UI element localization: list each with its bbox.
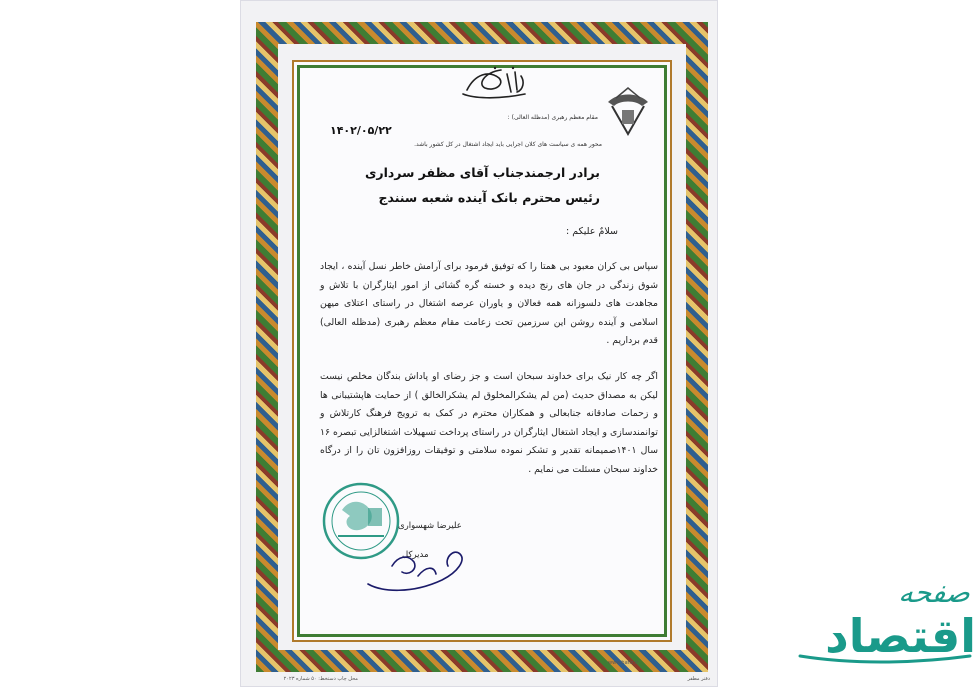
leader-motto-label: مقام معظم رهبری (مدظله العالی) : <box>507 114 598 121</box>
recipient-line-1: برادر ارجمندجناب آقای مظفر سرداری <box>364 165 600 180</box>
calligraphy-seal-icon <box>455 64 535 102</box>
organization-emblem-icon <box>602 84 654 142</box>
leader-motto-quote: محور همه ی سیاست های کلان اجرایی باید ایجاد اشتغال در کل کشور باشد. <box>414 141 602 148</box>
svg-text:اقتصاد: اقتصاد <box>825 609 976 663</box>
svg-text:صفحه: صفحه <box>896 576 974 609</box>
footer-office: دفتر مطفر <box>687 676 710 682</box>
signer-name: علیرضا شهسواری <box>398 521 462 531</box>
footer-print-note: محل چاپ دستخط: ۵۰ شماره ۲۰۲۳ <box>283 676 358 682</box>
site-logo-watermark <box>790 560 980 670</box>
signature-icon <box>362 536 472 596</box>
signer-title: مدیرکل <box>402 550 429 560</box>
recipient-line-2: رئیس محترم بانک آینده شعبه سنندج <box>378 190 600 205</box>
body-paragraph-2: اگر چه کار نیک برای خداوند سبحان است و جز رضای او پاداش بندگان مخلص نیست لیکن به مصداق حدیث (من لم یشکرالمخلوق لم یشکرالخالق ) از حمایت هاپشتیبانی ها و زحمات صادقانه جنابعالی و همکاران محترم در کمک به ترویج فرهنگ کارتلاش و توانمندسازی و ایجاد اشتغال ایثارگران در راستای پرداخت تسهیلات اشتغالزایی تبصره ۱۶ سال ۱۴۰۱صمیمانه تقدیر و تشکر نموده سلامتی و توفیقات روزافزون تان را از درگاه خداوند سبحان مسئلت می نمایم . <box>320 371 658 475</box>
letter-date: ۱۴۰۲/۰۵/۲۲ <box>330 124 392 137</box>
footer-url: www.hafiz.ir <box>608 660 639 666</box>
body-paragraph-1: سپاس بی کران معبود بی همتا را که توفیق فرمود برای آرامش خاطر نسل آینده ، ایجاد شوق زندگی در جان های رنج دیده و خسته گره گشائی از امور ایثارگران با تلاش و مجاهدت های دلسوزانه همه فعالان و یاوران عرصه اشتغال در راستای اعتلای میهن اسلامی و آینده روشن این سرزمین تحت زعامت مقام معظم رهبری (مدظله العالی) قدم برداریم . <box>320 261 658 347</box>
salutation: سلامٌ علیکم : <box>566 226 618 237</box>
